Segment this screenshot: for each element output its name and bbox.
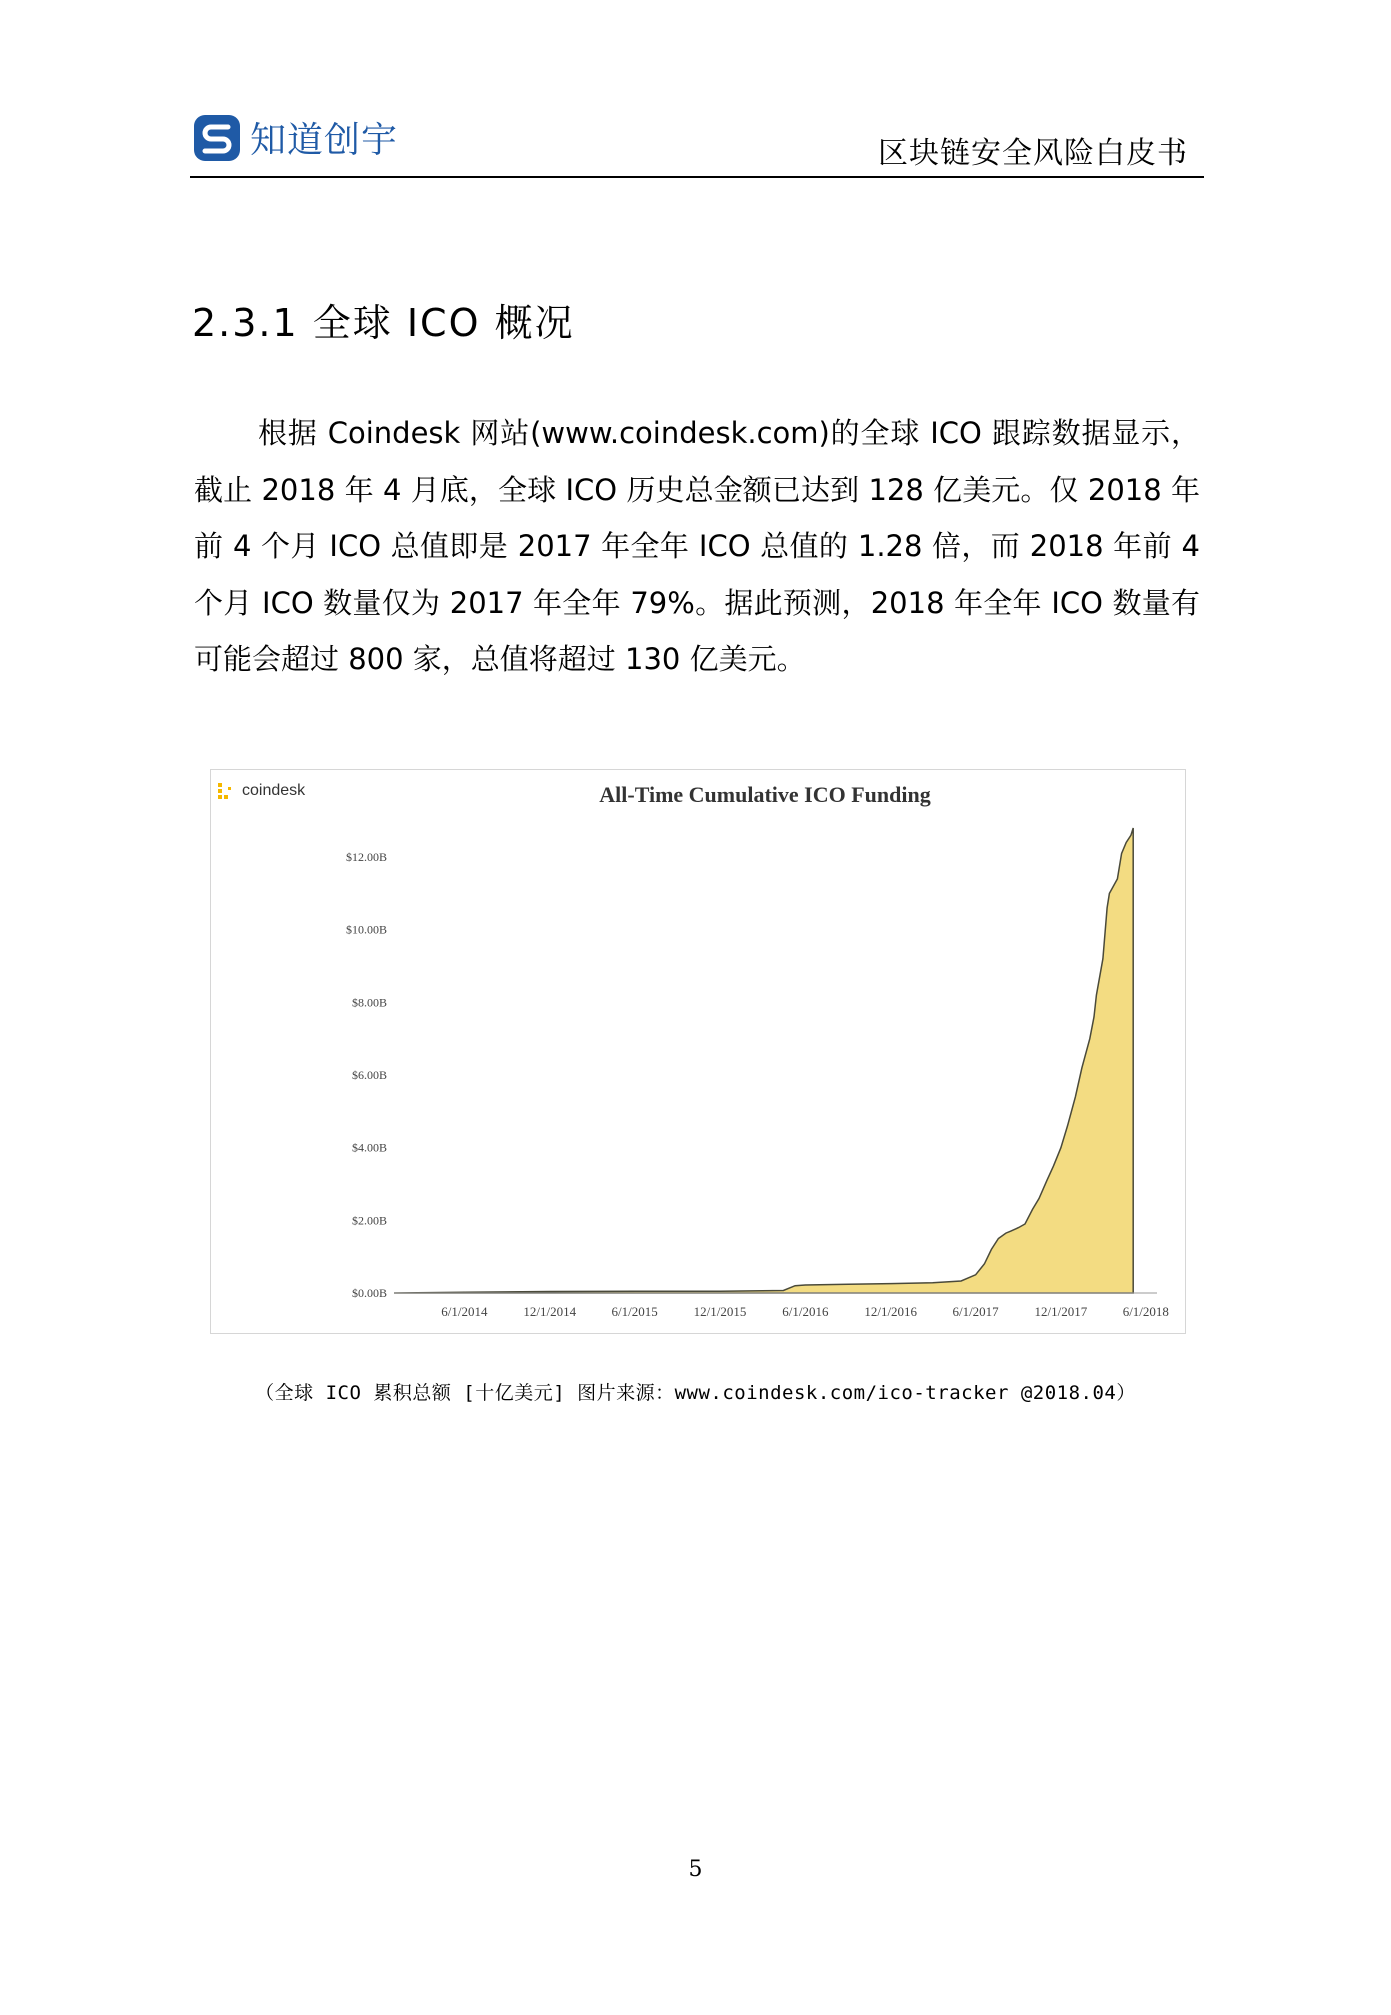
page-header — [190, 106, 1204, 178]
ico-funding-chart — [211, 770, 1185, 1333]
coindesk-logo-dot — [218, 789, 222, 793]
x-tick-label: 6/1/2018 — [1122, 1304, 1169, 1319]
x-tick-label: 6/1/2014 — [441, 1304, 488, 1319]
page-number: 5 — [688, 1857, 703, 1882]
figure-caption: （全球 ICO 累积总额 [十亿美元] 图片来源：www.coindesk.com/ico-tracker @2018.04） — [255, 1382, 1136, 1404]
coindesk-logo-dot — [224, 795, 228, 799]
coindesk-logo-dot — [228, 787, 231, 790]
y-axis — [346, 850, 387, 1300]
x-axis — [441, 1304, 1169, 1319]
coindesk-logo-dot — [218, 783, 222, 787]
x-tick-label: 6/1/2015 — [611, 1304, 658, 1319]
x-tick-label: 6/1/2017 — [952, 1304, 999, 1319]
y-tick-label: $4.00B — [351, 1140, 387, 1155]
body-paragraph: 根据 Coindesk 网站(www.coindesk.com)的全球 ICO 跟踪数据显示，截止 2018 年 4 月底，全球 ICO 历史总金额已达到 128 亿美元。仅 2018 年前 4 个月 ICO 总值即是 2017 年全年 ICO 总值的 1.28 倍，而 2018 年前 4 个月 ICO 数量仅为 2017 年全年 79%。据此预测，2018 年全年 ICO 数量有可能会超过 800 家，总值将超过 130 亿美元。 — [194, 416, 1200, 676]
y-tick-label: $8.00B — [351, 995, 387, 1010]
logo-icon — [192, 113, 242, 163]
x-tick-label: 12/1/2014 — [523, 1304, 577, 1319]
x-tick-label: 6/1/2016 — [782, 1304, 829, 1319]
logo-text: 知道创宇 — [250, 120, 399, 161]
x-tick-label: 12/1/2015 — [693, 1304, 747, 1319]
x-tick-label: 12/1/2017 — [1034, 1304, 1088, 1319]
y-tick-label: $0.00B — [351, 1286, 387, 1300]
coindesk-logo — [218, 782, 306, 799]
y-tick-label: $10.00B — [345, 922, 387, 937]
cumulative-funding-area — [394, 828, 1133, 1293]
chart-figure — [210, 769, 1186, 1334]
chart-title: All-Time Cumulative ICO Funding — [599, 782, 931, 807]
y-tick-label: $2.00B — [351, 1213, 387, 1228]
coindesk-logo-dot — [218, 795, 222, 799]
x-tick-label: 12/1/2016 — [864, 1304, 918, 1319]
section-heading: 2.3.1 全球 ICO 概况 — [192, 301, 575, 345]
coindesk-brand: coindesk — [242, 782, 306, 799]
y-tick-label: $6.00B — [351, 1068, 387, 1083]
document-title: 区块链安全风险白皮书 — [878, 136, 1188, 171]
body-paragraph-container — [194, 405, 1200, 688]
company-logo — [192, 112, 398, 163]
y-tick-label: $12.00B — [345, 850, 387, 865]
